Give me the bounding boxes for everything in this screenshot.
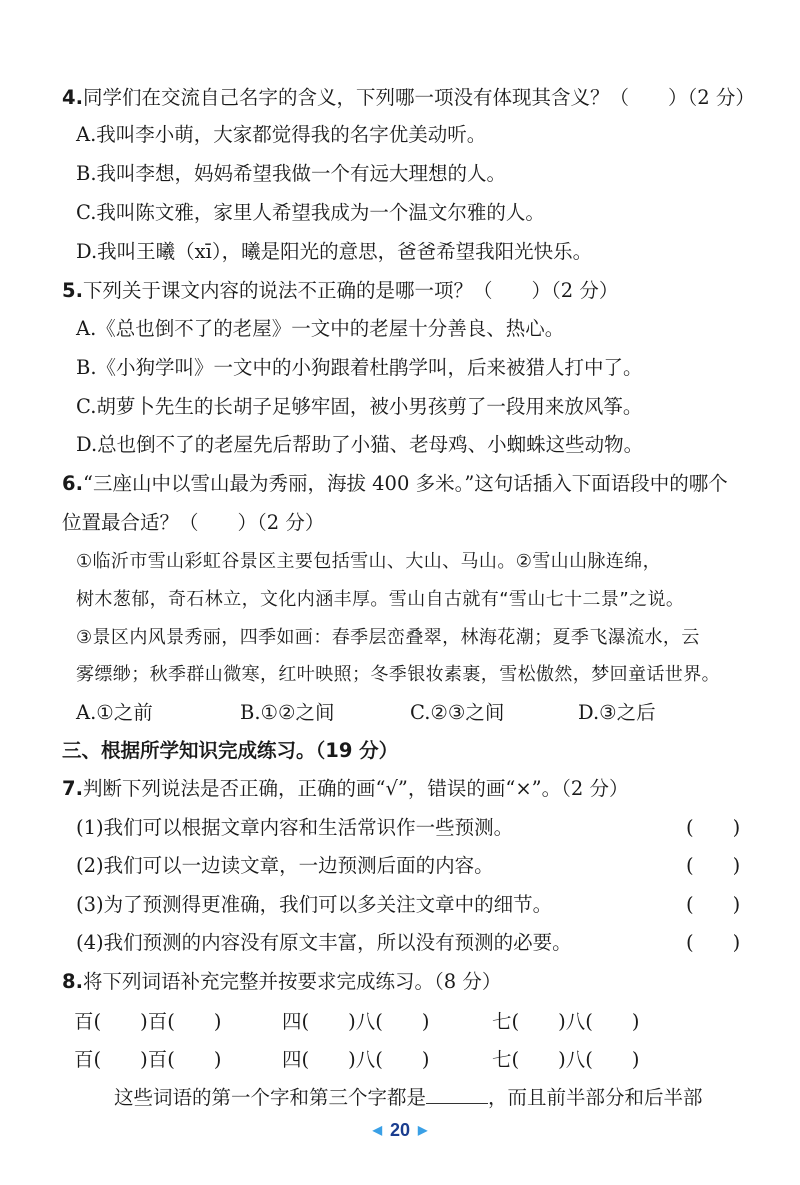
q8-idiom-blank[interactable]: 百( )百( ) bbox=[74, 1010, 222, 1033]
q6-paragraph-line: 树木葱郁，奇石林立，文化内涵丰厚。雪山自古就有“雪山七十二景”之说。 bbox=[76, 589, 685, 610]
q8-idiom-blank[interactable]: 七( )八( ) bbox=[492, 1048, 640, 1071]
q4-option-c: C.我叫陈文雅，家里人希望我成为一个温文尔雅的人。 bbox=[76, 201, 545, 224]
next-arrow-icon: ▶ bbox=[418, 1123, 428, 1137]
q5-stem bbox=[62, 277, 618, 305]
q8-idiom-blank[interactable]: 四( )八( ) bbox=[282, 1010, 430, 1033]
q7-answer-box-3[interactable]: ( ) bbox=[686, 893, 741, 916]
q8-number: 8. bbox=[62, 970, 83, 993]
q5-option-a: A.《总也倒不了的老屋》一文中的老屋十分善良、热心。 bbox=[76, 317, 565, 340]
q7-number: 7. bbox=[62, 777, 83, 800]
q5-number: 5. bbox=[62, 279, 83, 302]
q8-idiom-blank[interactable]: 百( )百( ) bbox=[74, 1048, 222, 1071]
q7-item-1: (1)我们可以根据文章内容和生活常识作一些预测。 bbox=[76, 816, 514, 839]
q7-answer-box-4[interactable]: ( ) bbox=[686, 931, 741, 954]
q4-number: 4. bbox=[62, 86, 83, 109]
q7-answer-box-2[interactable]: ( ) bbox=[686, 854, 741, 877]
q4-stem bbox=[62, 84, 755, 112]
q7-text: 判断下列说法是否正确，正确的画“√”，错误的画“×”。（2 分） bbox=[82, 777, 629, 800]
q6-option-c: C.②③之间 bbox=[410, 701, 505, 724]
q5-option-d: D.总也倒不了的老屋先后帮助了小猫、老母鸡、小蜘蛛这些动物。 bbox=[76, 433, 644, 456]
q4-option-a: A.我叫李小萌，大家都觉得我的名字优美动听。 bbox=[76, 123, 487, 146]
q6-paragraph-line: ③景区内风景秀丽，四季如画：春季层峦叠翠，林海花潮；夏季飞瀑流水，云 bbox=[76, 627, 700, 648]
q8-sentence-after: ，而且前半部分和后半部 bbox=[488, 1086, 703, 1109]
q7-answer-box-1[interactable]: ( ) bbox=[686, 816, 741, 839]
q5-option-c: C.胡萝卜先生的长胡子足够牢固，被小男孩剪了一段用来放风筝。 bbox=[76, 395, 643, 418]
q7-stem bbox=[62, 775, 628, 803]
q4-text: 同学们在交流自己名字的含义，下列哪一项没有体现其含义？（ ）（2 分） bbox=[82, 86, 755, 109]
q6-text-line2: 位置最合适？（ ）（2 分） bbox=[62, 511, 325, 534]
q6-option-a: A.①之前 bbox=[76, 701, 153, 724]
page-number: 20 bbox=[389, 1120, 411, 1140]
q6-stem-line1 bbox=[62, 470, 728, 498]
q5-option-b: B.《小狗学叫》一文中的小狗跟着杜鹃学叫，后来被猎人打中了。 bbox=[76, 356, 643, 379]
q5-text: 下列关于课文内容的说法不正确的是哪一项？（ ）（2 分） bbox=[82, 279, 619, 302]
q8-sentence-before: 这些词语的第一个字和第三个字都是 bbox=[114, 1086, 427, 1109]
q4-option-d: D.我叫王曦（xī），曦是阳光的意思，爸爸希望我阳光快乐。 bbox=[76, 240, 593, 263]
q8-idiom-blank[interactable]: 七( )八( ) bbox=[492, 1010, 640, 1033]
q6-option-b: B.①②之间 bbox=[240, 701, 335, 724]
page-footer bbox=[0, 1120, 800, 1141]
q6-paragraph-line: 雾缥缈；秋季群山微寒，红叶映照；冬季银妆素裹，雪松傲然，梦回童话世界。 bbox=[76, 664, 720, 685]
q6-number: 6. bbox=[62, 472, 83, 495]
q8-stem bbox=[62, 968, 501, 996]
q8-sentence bbox=[114, 1084, 703, 1112]
q8-text: 将下列词语补充完整并按要求完成练习。（8 分） bbox=[82, 970, 502, 993]
q8-fill-blank[interactable] bbox=[426, 1085, 488, 1104]
section-3-title: 三、根据所学知识完成练习。（19 分） bbox=[62, 739, 399, 762]
q6-text-line1: “三座山中以雪山最为秀丽，海拔 400 多米。”这句话插入下面语段中的哪个 bbox=[82, 472, 728, 495]
q6-option-d: D.③之后 bbox=[578, 701, 656, 724]
q6-paragraph-line: ①临沂市雪山彩虹谷景区主要包括雪山、大山、马山。②雪山山脉连绵， bbox=[76, 551, 662, 572]
q7-item-4: (4)我们预测的内容没有原文丰富，所以没有预测的必要。 bbox=[76, 931, 572, 954]
prev-arrow-icon: ◀ bbox=[372, 1123, 382, 1137]
q7-item-3: (3)为了预测得更准确，我们可以多关注文章中的细节。 bbox=[76, 893, 553, 916]
q8-idiom-blank[interactable]: 四( )八( ) bbox=[282, 1048, 430, 1071]
q4-option-b: B.我叫李想，妈妈希望我做一个有远大理想的人。 bbox=[76, 162, 507, 185]
q7-item-2: (2)我们可以一边读文章，一边预测后面的内容。 bbox=[76, 854, 494, 877]
